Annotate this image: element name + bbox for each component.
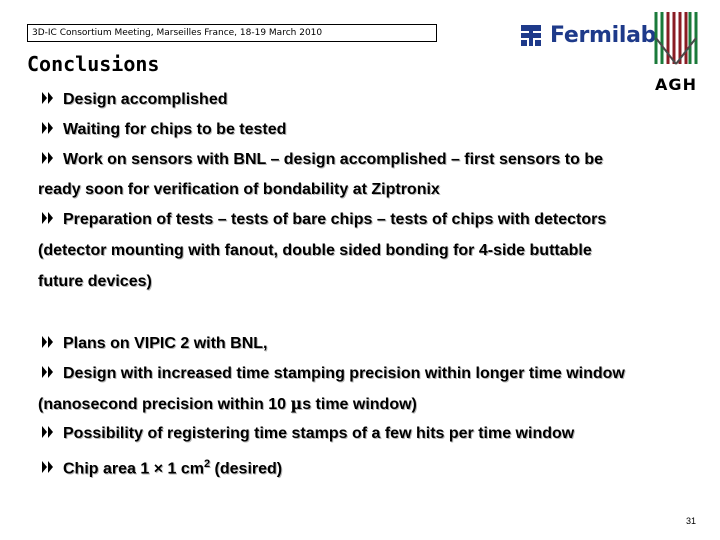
page-number: 31 — [685, 516, 696, 526]
fermilab-wordmark: Fermilab — [550, 22, 657, 48]
slide-title: Conclusions — [27, 52, 160, 76]
meeting-text: 3D-IC Consortium Meeting, Marseilles France, 18-19 March 2010 — [32, 28, 323, 38]
bullet-text: Possibility of registering time stamps of a few hits per time window — [63, 425, 575, 442]
bullet-arrow-icon — [41, 335, 55, 349]
bullet-text: Design accomplished — [63, 91, 228, 108]
agh-wordmark: AGH — [655, 75, 697, 94]
bullet-arrow-icon — [41, 151, 55, 165]
bullet-text: Design with increased time stamping precision within longer time window — [63, 365, 625, 382]
bullet-text: Waiting for chips to be tested — [63, 121, 287, 138]
superscript-2: 2 — [203, 458, 211, 470]
bullet-continuation — [38, 389, 698, 420]
bullet-text: Work on sensors with BNL – design accomplished – first sensors to be — [63, 151, 603, 168]
bullet-continuation: ready soon for verification of bondability at Ziptronix — [38, 181, 440, 198]
bullet-item — [38, 115, 698, 145]
bullet-item — [38, 329, 698, 359]
bullet-arrow-icon — [41, 91, 55, 105]
bullet-arrow-icon — [41, 425, 55, 439]
bullet-item — [38, 85, 698, 115]
bullet-text: Preparation of tests – tests of bare chips – tests of chips with detectors — [63, 211, 607, 228]
bullet-item — [38, 205, 698, 235]
bullet-arrow-icon — [41, 365, 55, 379]
bullet-continuation: future devices) — [38, 273, 152, 290]
bullet-arrow-icon — [41, 460, 55, 474]
bullet-continuation: (detector mounting with fanout, double sided bonding for 4-side buttable — [38, 242, 592, 259]
bullet-item — [38, 449, 698, 484]
bullet-arrow-icon — [41, 121, 55, 135]
bullet-text-part: Chip area 1 × 1 cm — [63, 460, 204, 478]
agh-logo — [650, 8, 702, 94]
bullet-item — [38, 419, 698, 449]
bullet-arrow-icon — [41, 211, 55, 225]
agh-emblem-icon — [650, 8, 702, 70]
bullet-text: Plans on VIPIC 2 with BNL, — [63, 335, 268, 352]
fermilab-logo — [518, 18, 656, 52]
bullet-text-part: (desired) — [210, 460, 283, 478]
meeting-banner — [27, 24, 437, 42]
bullet-text-part: s time window) — [302, 396, 417, 413]
bullet-item — [38, 359, 698, 389]
micro-symbol: µ — [290, 394, 303, 413]
fermilab-icon — [518, 22, 544, 48]
bullet-text-part: (nanosecond precision within 10 — [38, 396, 291, 413]
bullet-item — [38, 145, 698, 175]
